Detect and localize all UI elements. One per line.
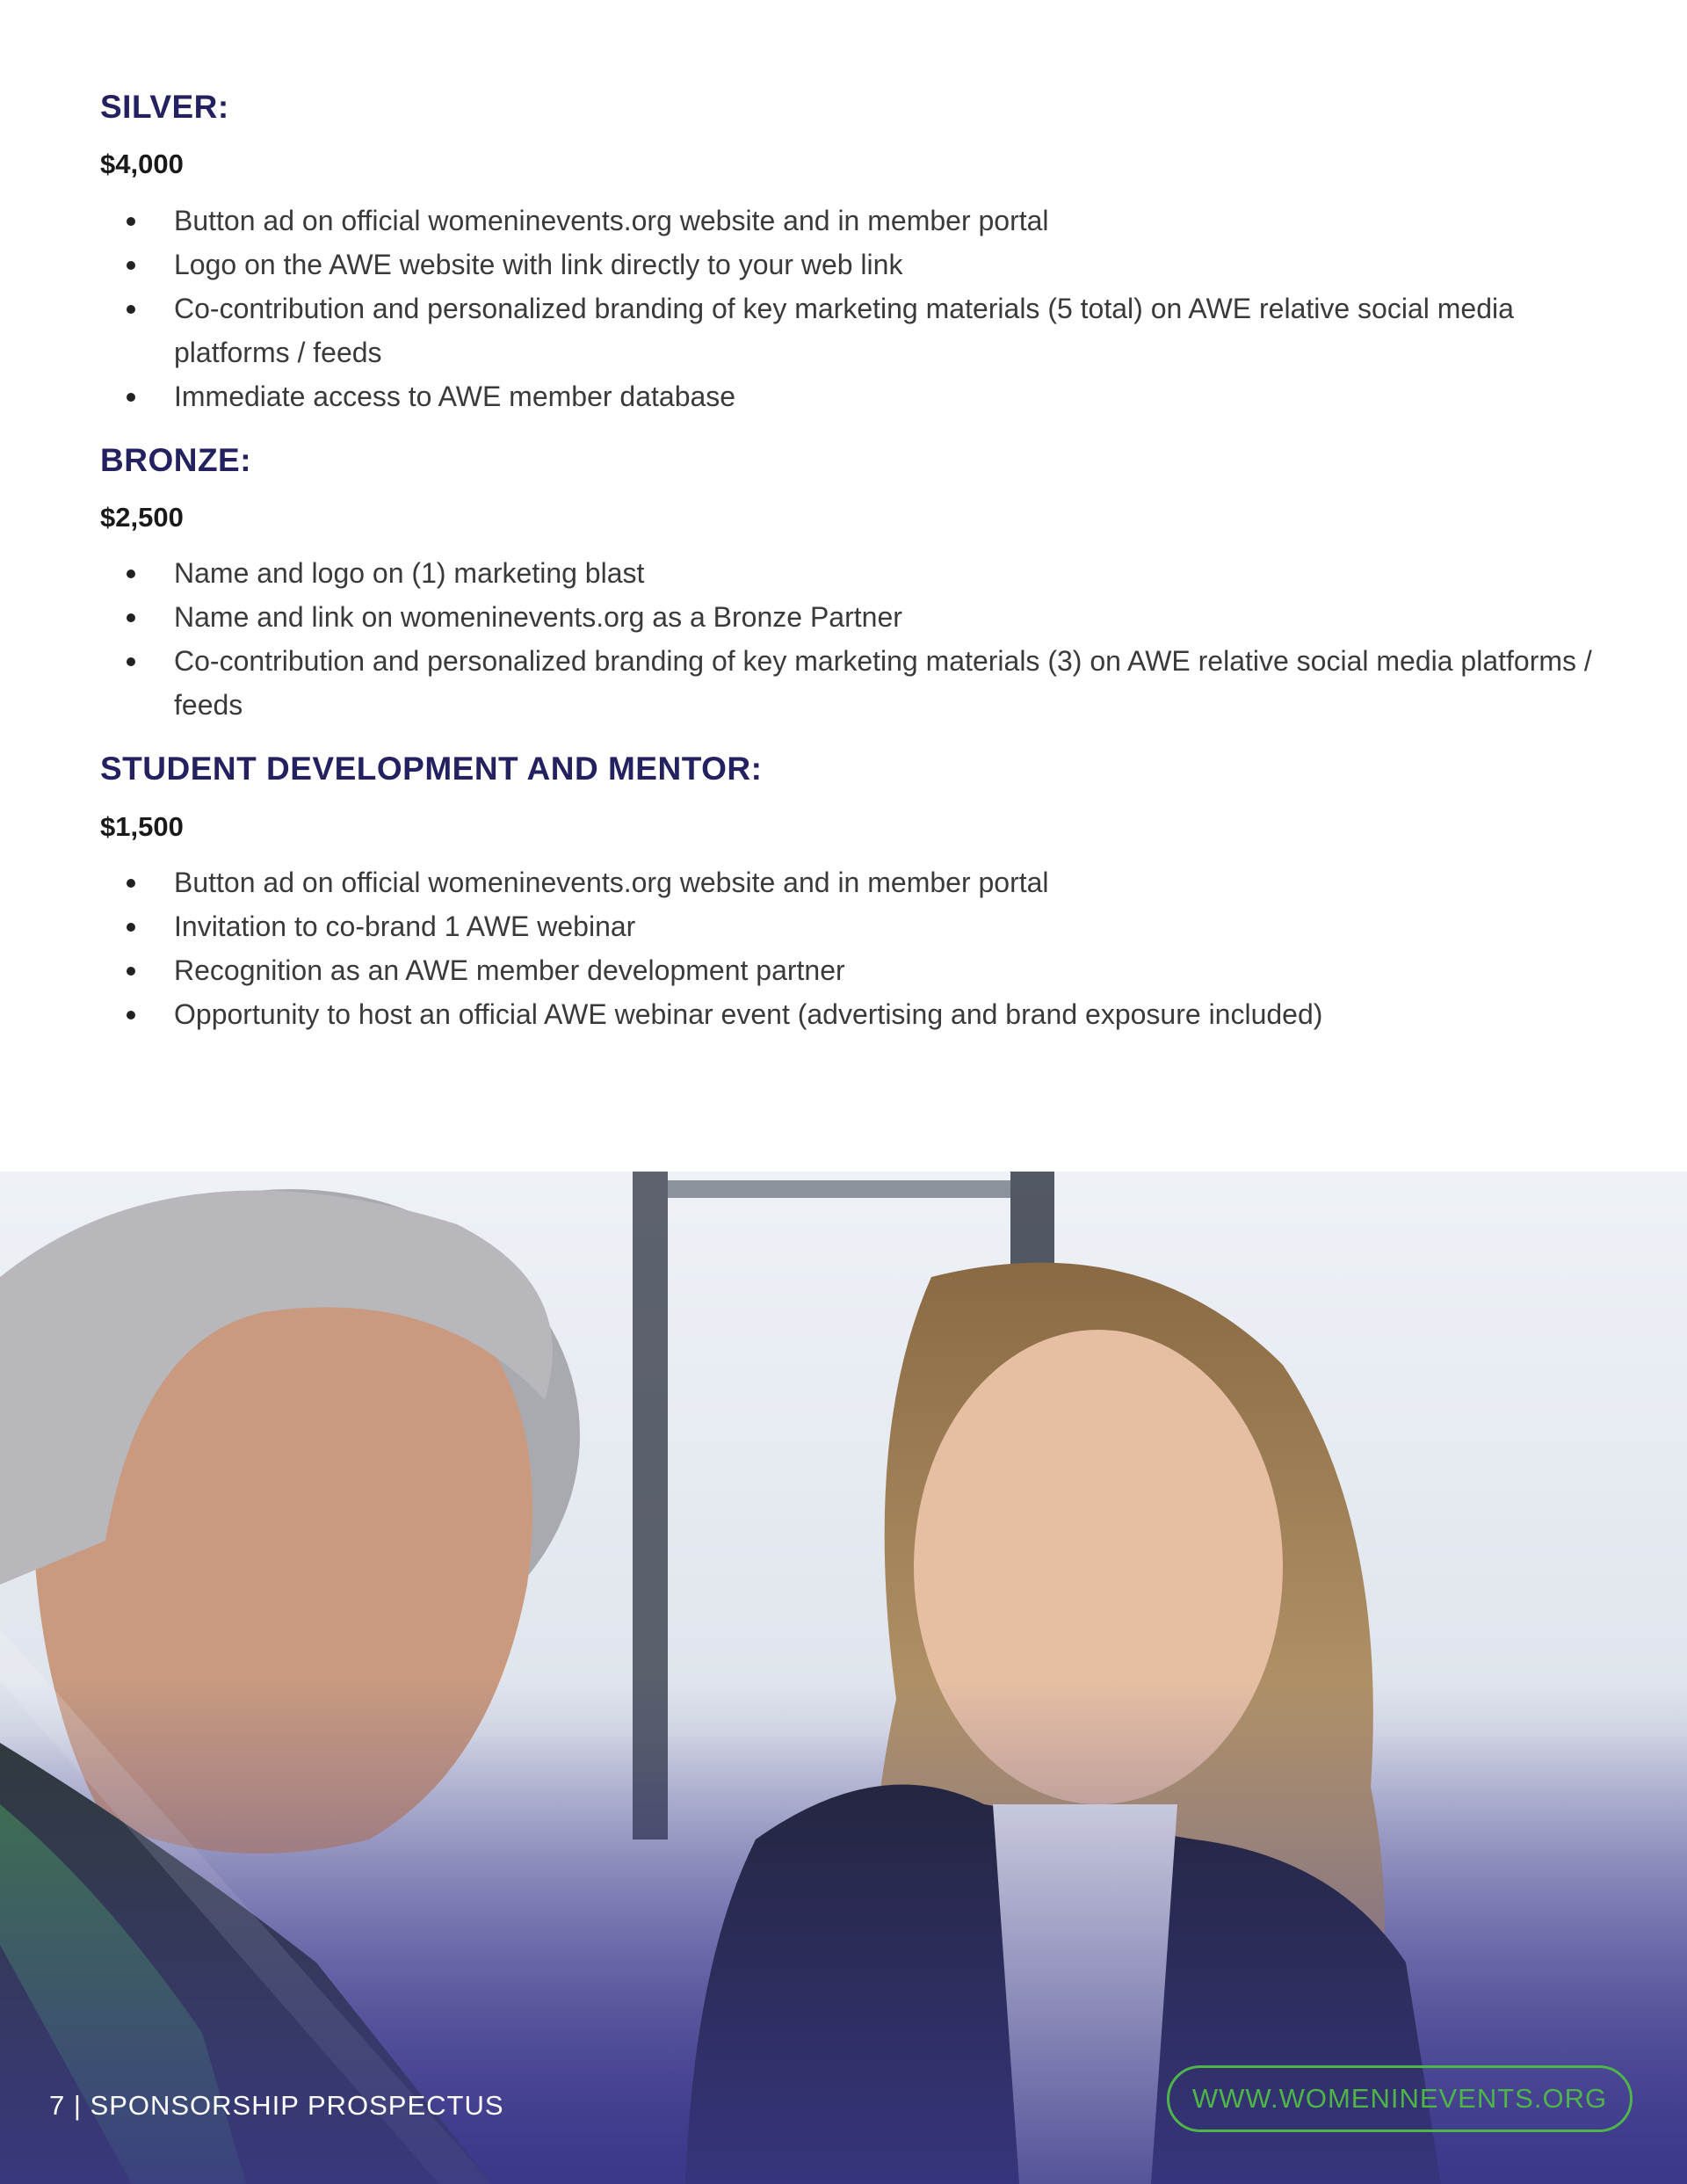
tier-price: $4,000 [100, 149, 184, 180]
benefit-text: Co-contribution and personalized branding of key marketing materials (5 total) on AWE relative social media platforms / feeds [174, 292, 1514, 368]
page-footer-label: 7 | SPONSORSHIP PROSPECTUS [49, 2090, 504, 2121]
list-item [100, 639, 1611, 727]
tier-title: BRONZE: [100, 441, 252, 478]
list-item [100, 860, 1611, 904]
tier-title: SILVER: [100, 89, 229, 125]
tier-title: STUDENT DEVELOPMENT AND MENTOR: [100, 751, 763, 787]
benefit-text: Button ad on official womeninevents.org website and in member portal [174, 204, 1049, 236]
bullet-icon [127, 570, 135, 578]
bullet-icon [127, 1011, 135, 1019]
benefit-list [100, 860, 1611, 1036]
tier-price: $2,500 [100, 501, 184, 533]
bullet-icon [127, 261, 135, 270]
benefit-text: Button ad on official womeninevents.org website and in member portal [174, 866, 1049, 898]
bullet-icon [127, 217, 135, 226]
benefit-text: Name and link on womeninevents.org as a Bronze Partner [174, 601, 902, 634]
benefit-text: Recognition as an AWE member development partner [174, 954, 845, 986]
mentoring-photo [0, 1172, 1687, 2184]
list-item [100, 992, 1611, 1036]
bullet-icon [127, 393, 135, 402]
list-item [100, 199, 1611, 243]
tier-student-development [100, 750, 1611, 1036]
tier-silver [100, 88, 1611, 418]
benefit-list [100, 199, 1611, 418]
list-item [100, 595, 1611, 639]
tier-bronze [100, 441, 1611, 728]
bullet-icon [127, 657, 135, 666]
bullet-icon [127, 879, 135, 888]
benefit-text: Opportunity to host an official AWE webinar event (advertising and brand exposure included) [174, 998, 1323, 1030]
website-url-link[interactable]: WWW.WOMENINEVENTS.ORG [1167, 2065, 1633, 2132]
benefit-list [100, 551, 1611, 727]
benefit-text: Co-contribution and personalized branding of key marketing materials (3) on AWE relative social media platforms / feeds [174, 645, 1592, 722]
list-item [100, 374, 1611, 418]
list-item [100, 287, 1611, 374]
benefit-text: Name and logo on (1) marketing blast [174, 557, 645, 590]
photo-illustration [0, 1172, 1687, 2184]
benefit-text: Invitation to co-brand 1 AWE webinar [174, 910, 636, 942]
list-item [100, 551, 1611, 595]
benefit-text: Logo on the AWE website with link directly to your web link [174, 248, 903, 280]
bullet-icon [127, 923, 135, 932]
list-item [100, 243, 1611, 287]
bullet-icon [127, 967, 135, 976]
list-item [100, 948, 1611, 992]
bullet-icon [127, 613, 135, 622]
benefit-text: Immediate access to AWE member database [174, 380, 736, 412]
bullet-icon [127, 305, 135, 314]
tier-price: $1,500 [100, 810, 184, 842]
list-item [100, 904, 1611, 948]
sponsorship-tiers [100, 88, 1611, 1059]
